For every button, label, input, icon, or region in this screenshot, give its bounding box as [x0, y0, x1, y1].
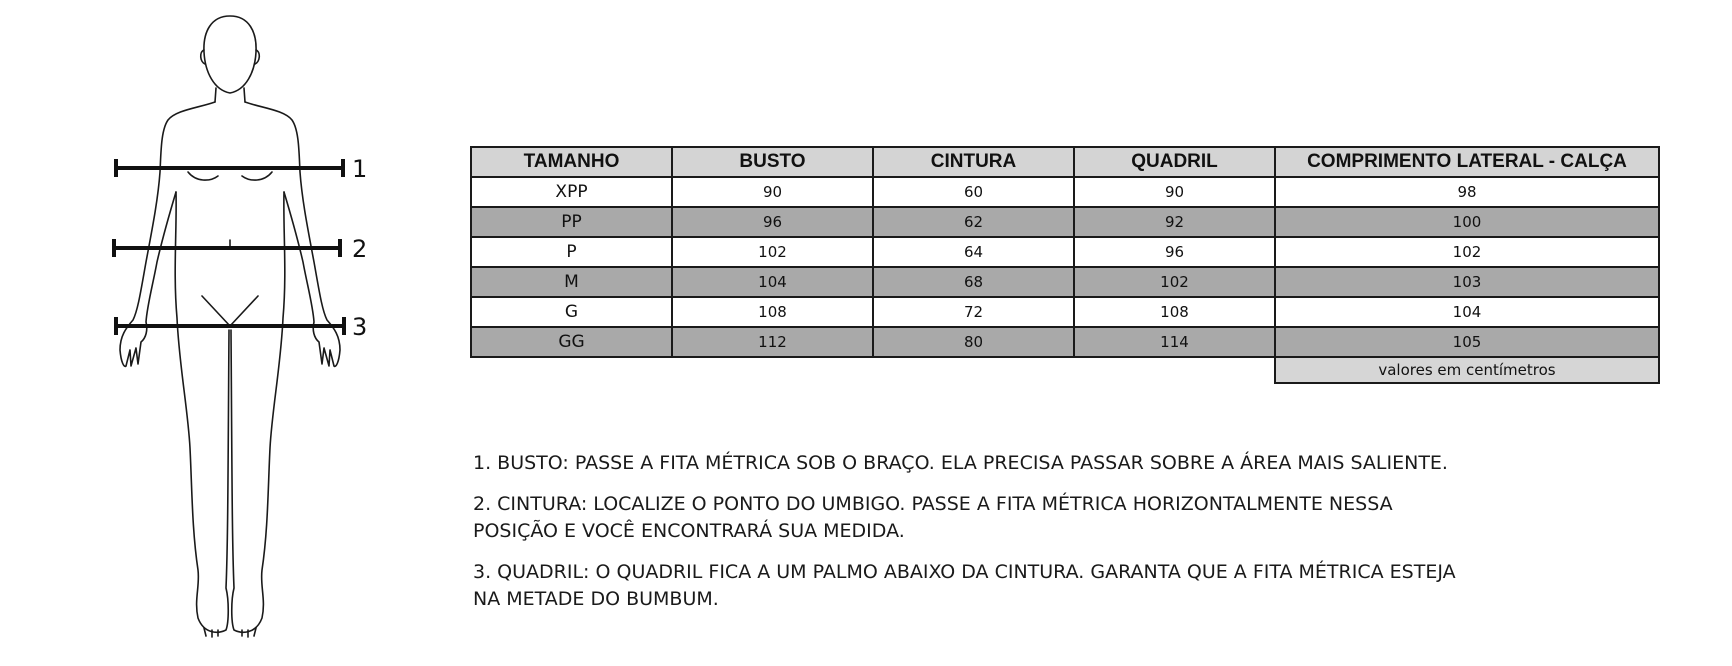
- table-cell: 105: [1275, 327, 1659, 357]
- table-cell: M: [471, 267, 672, 297]
- table-cell: GG: [471, 327, 672, 357]
- table-row: [471, 237, 1659, 267]
- table-cell: 102: [1275, 237, 1659, 267]
- table-note-spacer: [471, 357, 1275, 383]
- table-cell: 60: [873, 177, 1074, 207]
- table-cell: 102: [672, 237, 873, 267]
- hip-measure-line: [116, 317, 344, 335]
- table-cell: 103: [1275, 267, 1659, 297]
- table-cell: 112: [672, 327, 873, 357]
- table-cell: 104: [1275, 297, 1659, 327]
- table-cell: 62: [873, 207, 1074, 237]
- table-cell: 102: [1074, 267, 1275, 297]
- table-cell: 98: [1275, 177, 1659, 207]
- table-cell: 92: [1074, 207, 1275, 237]
- table-cell: 90: [1074, 177, 1275, 207]
- units-note: valores em centímetros: [1275, 357, 1659, 383]
- table-cell: G: [471, 297, 672, 327]
- table-cell: PP: [471, 207, 672, 237]
- table-cell: 108: [672, 297, 873, 327]
- header-quadril: QUADRIL: [1074, 147, 1275, 177]
- instruction-bust: 1. BUSTO: PASSE A FITA MÉTRICA SOB O BRAÇO. ELA PRECISA PASSAR SOBRE A ÁREA MAIS SALIENTE.: [473, 452, 1448, 474]
- measurement-instructions: [473, 450, 1573, 627]
- header-tamanho: TAMANHO: [471, 147, 672, 177]
- table-row: [471, 207, 1659, 237]
- instruction-hip: 3. QUADRIL: O QUADRIL FICA A UM PALMO ABAIXO DA CINTURA. GARANTA QUE A FITA MÉTRICA ESTEJA NA METADE DO BUMBUM.: [473, 561, 1456, 610]
- table-header-row: [471, 147, 1659, 177]
- marker-2: 2: [352, 235, 368, 263]
- header-busto: BUSTO: [672, 147, 873, 177]
- table-cell: 104: [672, 267, 873, 297]
- table-row: [471, 297, 1659, 327]
- table-cell: 108: [1074, 297, 1275, 327]
- table-cell: 96: [1074, 237, 1275, 267]
- table-cell: XPP: [471, 177, 672, 207]
- bust-measure-line: [116, 159, 343, 177]
- table-note-row: [471, 357, 1659, 383]
- header-comprimento: COMPRIMENTO LATERAL - CALÇA: [1275, 147, 1659, 177]
- header-cintura: CINTURA: [873, 147, 1074, 177]
- table-cell: P: [471, 237, 672, 267]
- size-chart-table: [470, 146, 1660, 384]
- instruction-waist: 2. CINTURA: LOCALIZE O PONTO DO UMBIGO. PASSE A FITA MÉTRICA HORIZONTALMENTE NESSA POSIÇÃO E VOCÊ ENCONTRARÁ SUA MEDIDA.: [473, 493, 1393, 542]
- table-row: [471, 327, 1659, 357]
- table-cell: 100: [1275, 207, 1659, 237]
- table-cell: 90: [672, 177, 873, 207]
- table-cell: 80: [873, 327, 1074, 357]
- table-cell: 64: [873, 237, 1074, 267]
- marker-1: 1: [352, 155, 368, 183]
- table-cell: 96: [672, 207, 873, 237]
- marker-3: 3: [352, 313, 368, 341]
- body-measurement-figure: [100, 10, 368, 650]
- table-row: [471, 177, 1659, 207]
- table-cell: 68: [873, 267, 1074, 297]
- table-cell: 114: [1074, 327, 1275, 357]
- table-row: [471, 267, 1659, 297]
- table-cell: 72: [873, 297, 1074, 327]
